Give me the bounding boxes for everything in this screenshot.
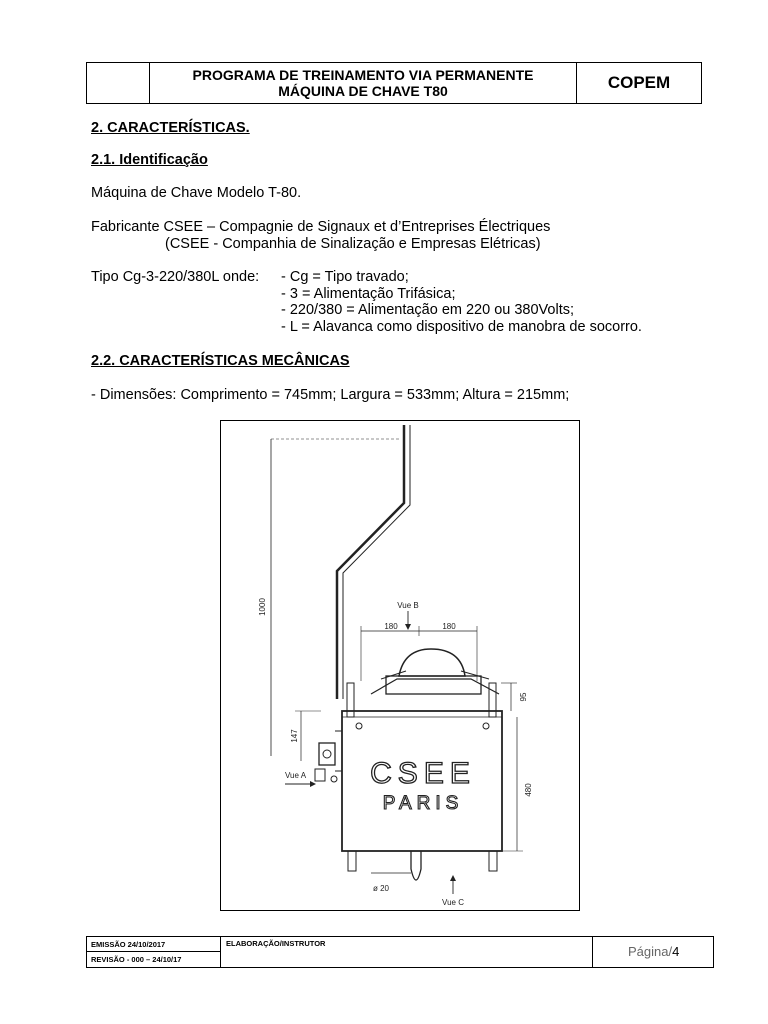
vue-b-label: Vue B <box>397 601 419 610</box>
post-left <box>347 683 354 717</box>
section-title: 2. CARACTERÍSTICAS. <box>91 120 250 136</box>
subsection-mechanical: 2.2. CARACTERÍSTICAS MECÂNICAS <box>91 353 350 369</box>
dim-147-label: 147 <box>290 729 299 743</box>
page-label-text: Página/ <box>628 944 673 959</box>
header-title-line-1: PROGRAMA DE TREINAMENTO VIA PERMANENTE <box>192 67 534 83</box>
type-item: - L = Alavanca como dispositivo de manobra de socorro. <box>281 319 642 335</box>
footer-author: ELABORAÇÃO/INSTRUTOR <box>226 939 326 948</box>
page-indicator <box>628 944 679 959</box>
page-number: 4 <box>672 944 680 959</box>
dim-1000-label: 1000 <box>258 598 267 616</box>
post-bottom-right <box>489 851 497 871</box>
vue-a-label: Vue A <box>285 771 307 780</box>
dim-480-label: 480 <box>524 783 533 797</box>
vue-c-label: Vue C <box>442 898 464 907</box>
post-bottom-left <box>348 851 356 871</box>
subsection-identification: 2.1. Identificação <box>91 152 208 168</box>
header-title-line-2: MÁQUINA DE CHAVE T80 <box>278 83 448 99</box>
brand-text-csee: CSEE <box>370 757 476 790</box>
dim-180-left-label: 180 <box>384 622 398 631</box>
bolt-top-left <box>356 723 362 729</box>
header-title-cell <box>150 63 577 103</box>
lever-rod <box>337 425 404 699</box>
lock-mechanism <box>319 743 335 765</box>
type-item: - 220/380 = Alimentação em 220 ou 380Volts; <box>281 302 575 318</box>
footer-emission: EMISSÃO 24/10/2017 <box>91 940 166 949</box>
header-logo-cell <box>87 63 150 103</box>
bottom-connector <box>411 851 421 880</box>
dim-95-label: 95 <box>519 692 528 702</box>
manufacturer-translation: (CSEE - Companhia de Sinalização e Empresas Elétricas) <box>165 236 541 252</box>
brand-text-paris: PARIS <box>382 793 464 814</box>
lever-rod-inner <box>343 425 410 699</box>
type-label: Tipo Cg-3-220/380L onde: <box>91 269 260 285</box>
diameter-label: ø 20 <box>372 884 390 893</box>
type-item: - Cg = Tipo travado; <box>281 269 409 285</box>
manufacturer-line: Fabricante CSEE – Compagnie de Signaux et d’Entreprises Électriques <box>91 219 551 235</box>
bolt-top-right <box>483 723 489 729</box>
type-item: - 3 = Alimentação Trifásica; <box>281 286 456 302</box>
header-org: COPEM <box>607 73 671 92</box>
footer-revision: REVISÃO - 000 – 24/10/17 <box>91 955 182 964</box>
post-right <box>489 683 496 717</box>
technical-drawing <box>220 420 580 911</box>
document-header <box>86 62 702 104</box>
dimensions-line: - Dimensões: Comprimento = 745mm; Largura = 533mm; Altura = 215mm; <box>91 387 570 403</box>
model-line: Máquina de Chave Modelo T-80. <box>91 185 302 201</box>
dim-180-right-label: 180 <box>442 622 456 631</box>
motor-dome <box>399 649 465 676</box>
switch-machine-drawing <box>221 421 579 910</box>
